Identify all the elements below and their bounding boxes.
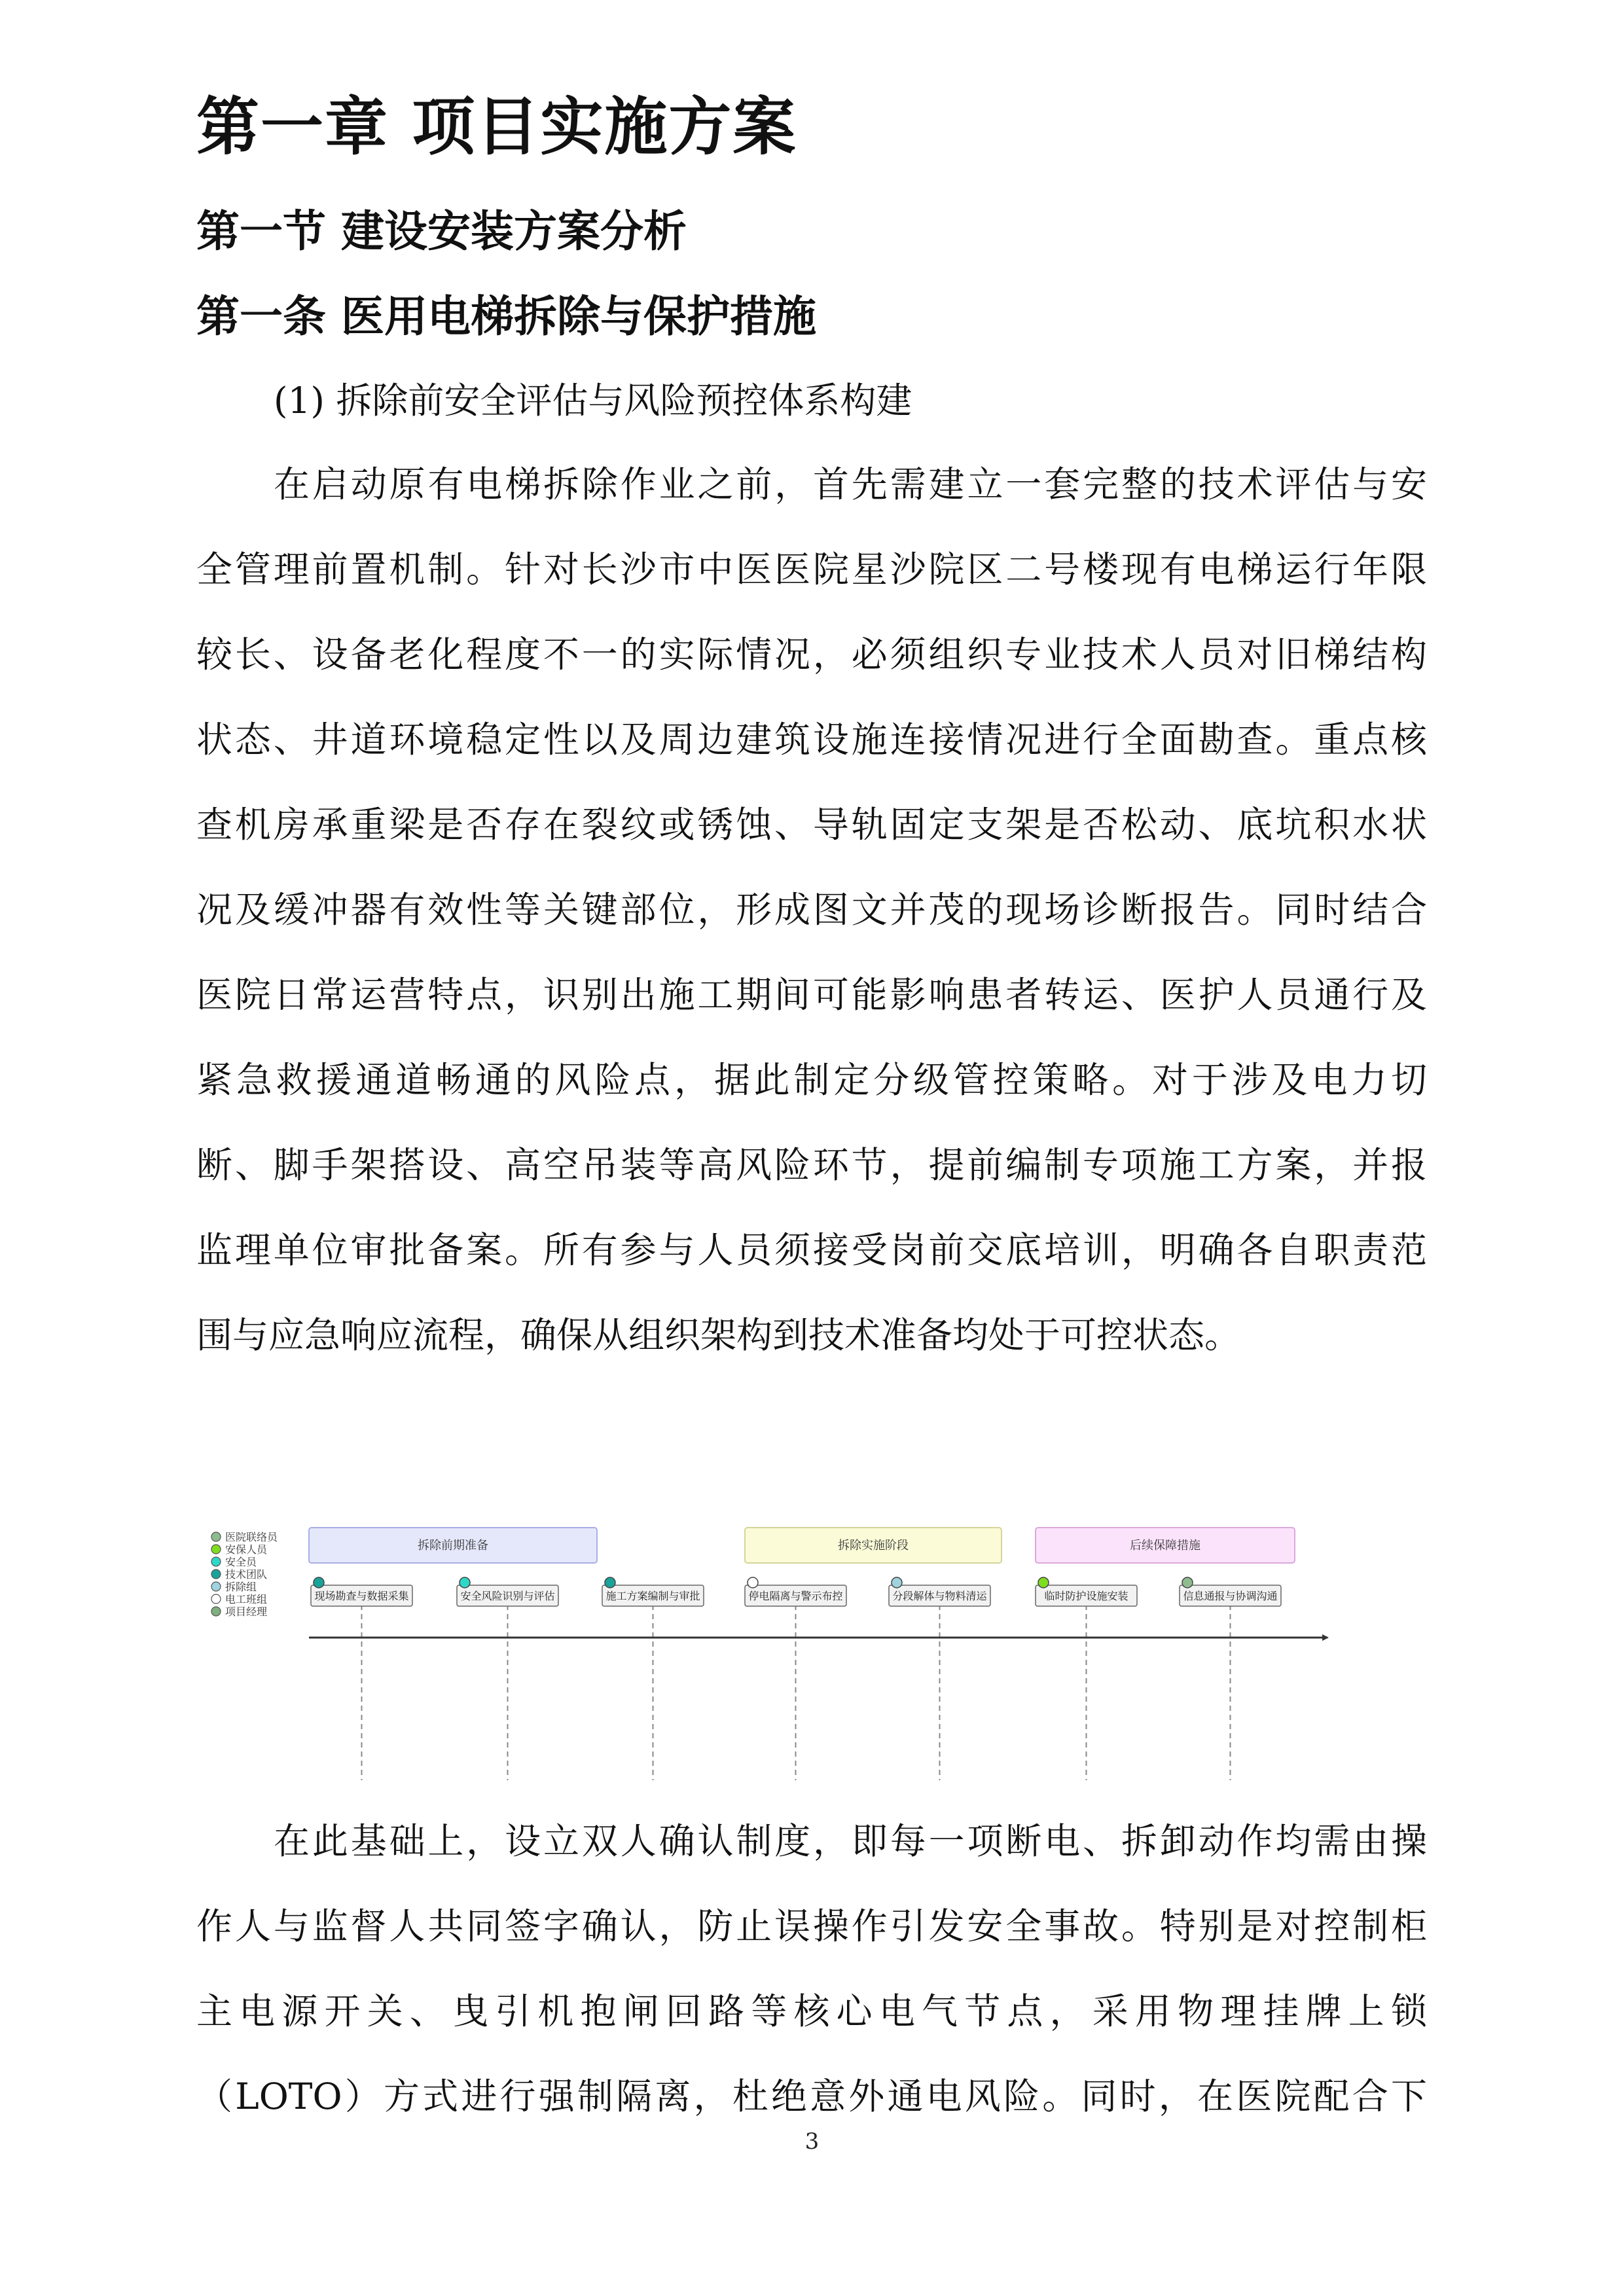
paragraph-1 — [196, 442, 1427, 1378]
legend-label: 安全员 — [225, 1556, 257, 1568]
phase-label: 拆除前期准备 — [418, 1539, 488, 1552]
task-label: 分段解体与物料清运 — [892, 1590, 987, 1602]
task-owner-marker — [892, 1577, 902, 1588]
legend-swatch — [211, 1545, 221, 1554]
subheading: (1) 拆除前安全评估与风险预控体系构建 — [274, 380, 912, 422]
paragraph-line: 作人与监督人共同签字确认，防止误操作引发安全事故。特别是对控制柜 — [196, 1905, 1427, 1947]
task-label: 停电隔离与警示布控 — [748, 1590, 843, 1602]
paragraph-line: 在此基础上，设立双人确认制度，即每一项断电、拆卸动作均需由操 — [274, 1820, 1427, 1862]
legend-label: 技术团队 — [225, 1568, 268, 1581]
section-title: 第一节 建设安装方案分析 — [196, 206, 687, 257]
paragraph-line: 在启动原有电梯拆除作业之前，首先需建立一套完整的技术评估与安 — [274, 463, 1427, 505]
legend — [211, 1531, 278, 1618]
task-owner-marker — [460, 1577, 470, 1588]
paragraph-line: 况及缓冲器有效性等关键部位，形成图文并茂的现场诊断报告。同时结合 — [196, 889, 1427, 931]
legend-swatch — [211, 1582, 221, 1591]
task-owner-marker — [1182, 1577, 1193, 1588]
legend-swatch — [211, 1607, 221, 1616]
task-label: 安全风险识别与评估 — [460, 1590, 555, 1602]
task-label: 施工方案编制与审批 — [605, 1590, 700, 1602]
legend-swatch — [211, 1570, 221, 1579]
task-label: 信息通报与协调沟通 — [1183, 1590, 1278, 1602]
phase-label: 拆除实施阶段 — [838, 1539, 909, 1552]
task-list — [311, 1577, 1281, 1780]
task-owner-marker — [748, 1577, 758, 1588]
legend-label: 医院联络员 — [225, 1531, 278, 1543]
page-number: 3 — [804, 2128, 820, 2155]
paragraph-line: 较长、设备老化程度不一的实际情况，必须组织专业技术人员对旧梯结构 — [196, 634, 1427, 675]
task-owner-marker — [1038, 1577, 1049, 1588]
paragraph-line: 查机房承重梁是否存在裂纹或锈蚀、导轨固定支架是否松动、底坑积水状 — [196, 804, 1427, 846]
legend-swatch — [211, 1532, 221, 1541]
task-label: 临时防护设施安装 — [1044, 1590, 1128, 1602]
chapter-title: 第一章 项目实施方案 — [196, 90, 797, 164]
paragraph-line: 医院日常运营特点，识别出施工期间可能影响患者转运、医护人员通行及 — [196, 974, 1427, 1016]
paragraph-line: 主电源开关、曳引机抱闸回路等核心电气节点，采用物理挂牌上锁 — [196, 1990, 1427, 2032]
phase-label: 后续保障措施 — [1130, 1539, 1200, 1552]
legend-label: 安保人员 — [225, 1543, 268, 1556]
paragraph-line: 断、脚手架搭设、高空吊装等高风险环节，提前编制专项施工方案，并报 — [196, 1144, 1427, 1186]
paragraph-line: 全管理前置机制。针对长沙市中医医院星沙院区二号楼现有电梯运行年限 — [196, 548, 1427, 590]
paragraph-line: 围与应急响应流程，确保从组织架构到技术准备均处于可控状态。 — [196, 1314, 1241, 1356]
paragraph-line: 状态、井道环境稳定性以及周边建筑设施连接情况进行全面勘查。重点核 — [196, 719, 1427, 761]
paragraph-line: （LOTO）方式进行强制隔离，杜绝意外通电风险。同时，在医院配合下 — [196, 2075, 1427, 2117]
paragraph-2 — [196, 1799, 1427, 2139]
legend-swatch — [211, 1594, 221, 1604]
legend-label: 拆除组 — [225, 1581, 257, 1593]
task-owner-marker — [314, 1577, 324, 1588]
paragraph-line: 监理单位审批备案。所有参与人员须接受岗前交底培训，明确各自职责范 — [196, 1229, 1427, 1271]
paragraph-line: 紧急救援通道畅通的风险点，据此制定分级管控策略。对于涉及电力切 — [196, 1059, 1427, 1101]
legend-label: 项目经理 — [225, 1605, 268, 1618]
task-owner-marker — [605, 1577, 615, 1588]
article-title: 第一条 医用电梯拆除与保护措施 — [196, 291, 816, 342]
legend-label: 电工班组 — [225, 1593, 268, 1605]
task-label: 现场勘查与数据采集 — [314, 1590, 409, 1602]
legend-swatch — [211, 1557, 221, 1566]
timeline-diagram — [196, 1518, 1348, 1793]
phase-bands — [309, 1528, 1295, 1563]
